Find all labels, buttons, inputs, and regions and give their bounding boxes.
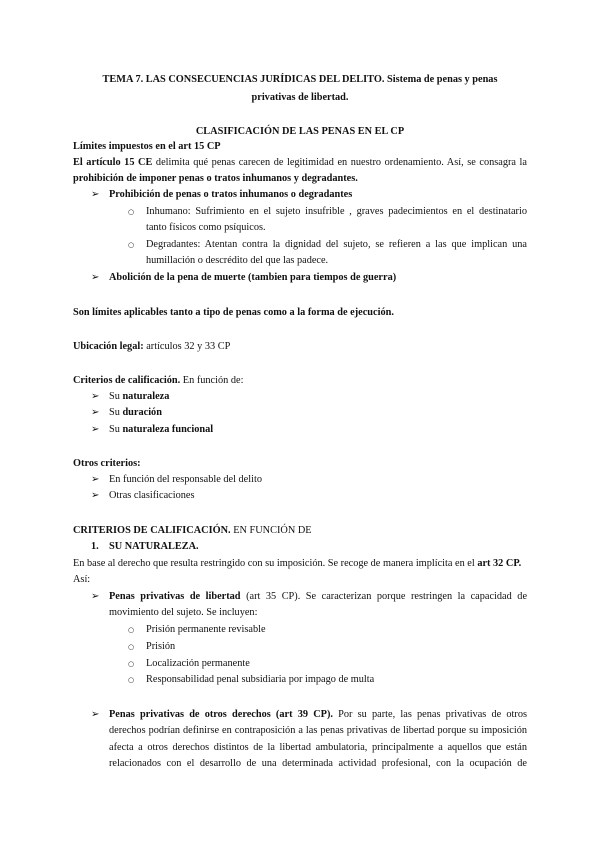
penalty-item: Localización permanente <box>146 658 250 669</box>
criteria-heading-rest: EN FUNCIÓN DE <box>230 525 312 536</box>
naturaleza-intro-text: En base al derecho que resulta restringido con su imposición. Se recoge de manera implícita en el <box>73 558 478 569</box>
otros-derechos-bold: Penas privativas de otros derechos (art 39 CP). <box>109 709 333 720</box>
legal-location <box>73 340 230 354</box>
arrow-bullet-icon: ➢ <box>91 391 100 402</box>
section-heading-criteria <box>73 524 312 538</box>
criteria-item-prefix: Su <box>109 407 123 418</box>
circle-bullet-icon: ○ <box>128 241 135 249</box>
document-title-line2: privativas de libertad. <box>251 92 349 103</box>
penalty-item: Prisión permanente revisable <box>146 624 266 635</box>
title-bold: TEMA 7. LAS CONSECUENCIAS JURÍDICAS DEL DELITO. <box>102 74 385 85</box>
criteria-item-bold: naturaleza funcional <box>122 424 214 435</box>
otros-derechos-line3: afecta a otros derechos distintos de la libertad ambulatoria, principalmente a aquellos que están <box>109 742 527 753</box>
circle-bullet-icon: ○ <box>128 676 135 684</box>
arrow-bullet-icon: ➢ <box>91 424 100 435</box>
other-criteria-title: Otros criterios: <box>73 458 141 469</box>
libertad-bold: Penas privativas de libertad <box>109 591 241 602</box>
legal-location-value: artículos 32 y 33 CP <box>143 341 231 352</box>
criteria-item-prefix: Su <box>109 391 123 402</box>
sub-inhumano-line2: tanto físicos como psíquicos. <box>146 222 266 233</box>
paragraph-art15-line2: prohibición de imponer penas o tratos inhumanos y degradantes. <box>73 173 358 184</box>
legal-location-label: Ubicación legal: <box>73 341 144 352</box>
subheading-limits: Límites impuestos en el art 15 CP <box>73 141 221 152</box>
arrow-bullet-icon: ➢ <box>91 474 100 485</box>
otros-derechos-text: Por su parte, las penas privativas de otros <box>332 709 528 720</box>
bullet-prohibition: Prohibición de penas o tratos inhumanos o degradantes <box>109 189 353 200</box>
criteria-heading-bold: CRITERIOS DE CALIFICACIÓN. <box>73 525 231 536</box>
title-rest: Sistema de penas y penas <box>384 74 498 85</box>
criteria-item <box>109 390 169 404</box>
penalty-item: Responsabilidad penal subsidiaria por impago de multa <box>146 674 375 685</box>
bullet-libertad <box>109 590 527 604</box>
section-heading-classification: CLASIFICACIÓN DE LAS PENAS EN EL CP <box>195 126 405 137</box>
bullet-otros-derechos <box>109 708 527 722</box>
otros-derechos-line2: derechos podrían definirse en contraposición a las penas privativas de libertad porque su imposición <box>109 725 527 736</box>
otros-derechos-line4: relacionados con el desarrollo de una determinada actividad profesional, con la ocupación de <box>109 758 527 769</box>
numbered-heading-number: 1. <box>91 541 99 552</box>
art15-bold: El artículo 15 CE <box>73 157 153 168</box>
criteria-item <box>109 423 213 437</box>
other-criteria-item: En función del responsable del delito <box>109 474 262 485</box>
arrow-bullet-icon: ➢ <box>91 272 100 283</box>
bullet-abolition: Abolición de la pena de muerte (tambien para tiempos de guerra) <box>109 272 397 283</box>
numbered-heading-title: SU NATURALEZA. <box>109 541 199 552</box>
criteria-item-bold: naturaleza <box>122 391 170 402</box>
arrow-bullet-icon: ➢ <box>91 591 100 602</box>
other-criteria-item: Otras clasificaciones <box>109 490 195 501</box>
circle-bullet-icon: ○ <box>128 208 135 216</box>
sub-degradantes-line1: Degradantes: Atentan contra la dignidad del sujeto, se refieren a las que implican una <box>146 239 527 250</box>
naturaleza-intro <box>73 557 521 571</box>
sub-inhumano-line1: Inhumano: Sufrimiento en el sujeto insufrible , graves padecimientos en el destinatario <box>146 206 527 217</box>
arrow-bullet-icon: ➢ <box>91 189 100 200</box>
circle-bullet-icon: ○ <box>128 643 135 651</box>
circle-bullet-icon: ○ <box>128 660 135 668</box>
criteria-label: Criterios de calificación. <box>73 375 181 386</box>
criteria-intro <box>73 374 243 388</box>
sub-degradantes-line2: humillación o descrédito del que las padece. <box>146 255 329 266</box>
circle-bullet-icon: ○ <box>128 626 135 634</box>
arrow-bullet-icon: ➢ <box>91 407 100 418</box>
art15-text: delimita qué penas carecen de legitimidad en nuestro ordenamiento. Así, se consagra la <box>152 157 527 168</box>
naturaleza-intro-line2: Así: <box>73 574 91 585</box>
bullet-libertad-line2: movimiento del sujeto. Se incluyen: <box>109 607 258 618</box>
arrow-bullet-icon: ➢ <box>91 709 100 720</box>
penalty-item: Prisión <box>146 641 176 652</box>
criteria-item-prefix: Su <box>109 424 123 435</box>
criteria-item <box>109 406 162 420</box>
limits-statement: Son límites aplicables tanto a tipo de penas como a la forma de ejecución. <box>73 307 394 318</box>
naturaleza-intro-art: art 32 CP. <box>477 558 522 569</box>
document-title <box>0 73 600 87</box>
paragraph-art15 <box>73 156 527 170</box>
criteria-text: En función de: <box>180 375 244 386</box>
libertad-text: (art 35 CP). Se caracterizan porque restringen la capacidad de <box>240 591 528 602</box>
arrow-bullet-icon: ➢ <box>91 490 100 501</box>
criteria-item-bold: duración <box>122 407 162 418</box>
